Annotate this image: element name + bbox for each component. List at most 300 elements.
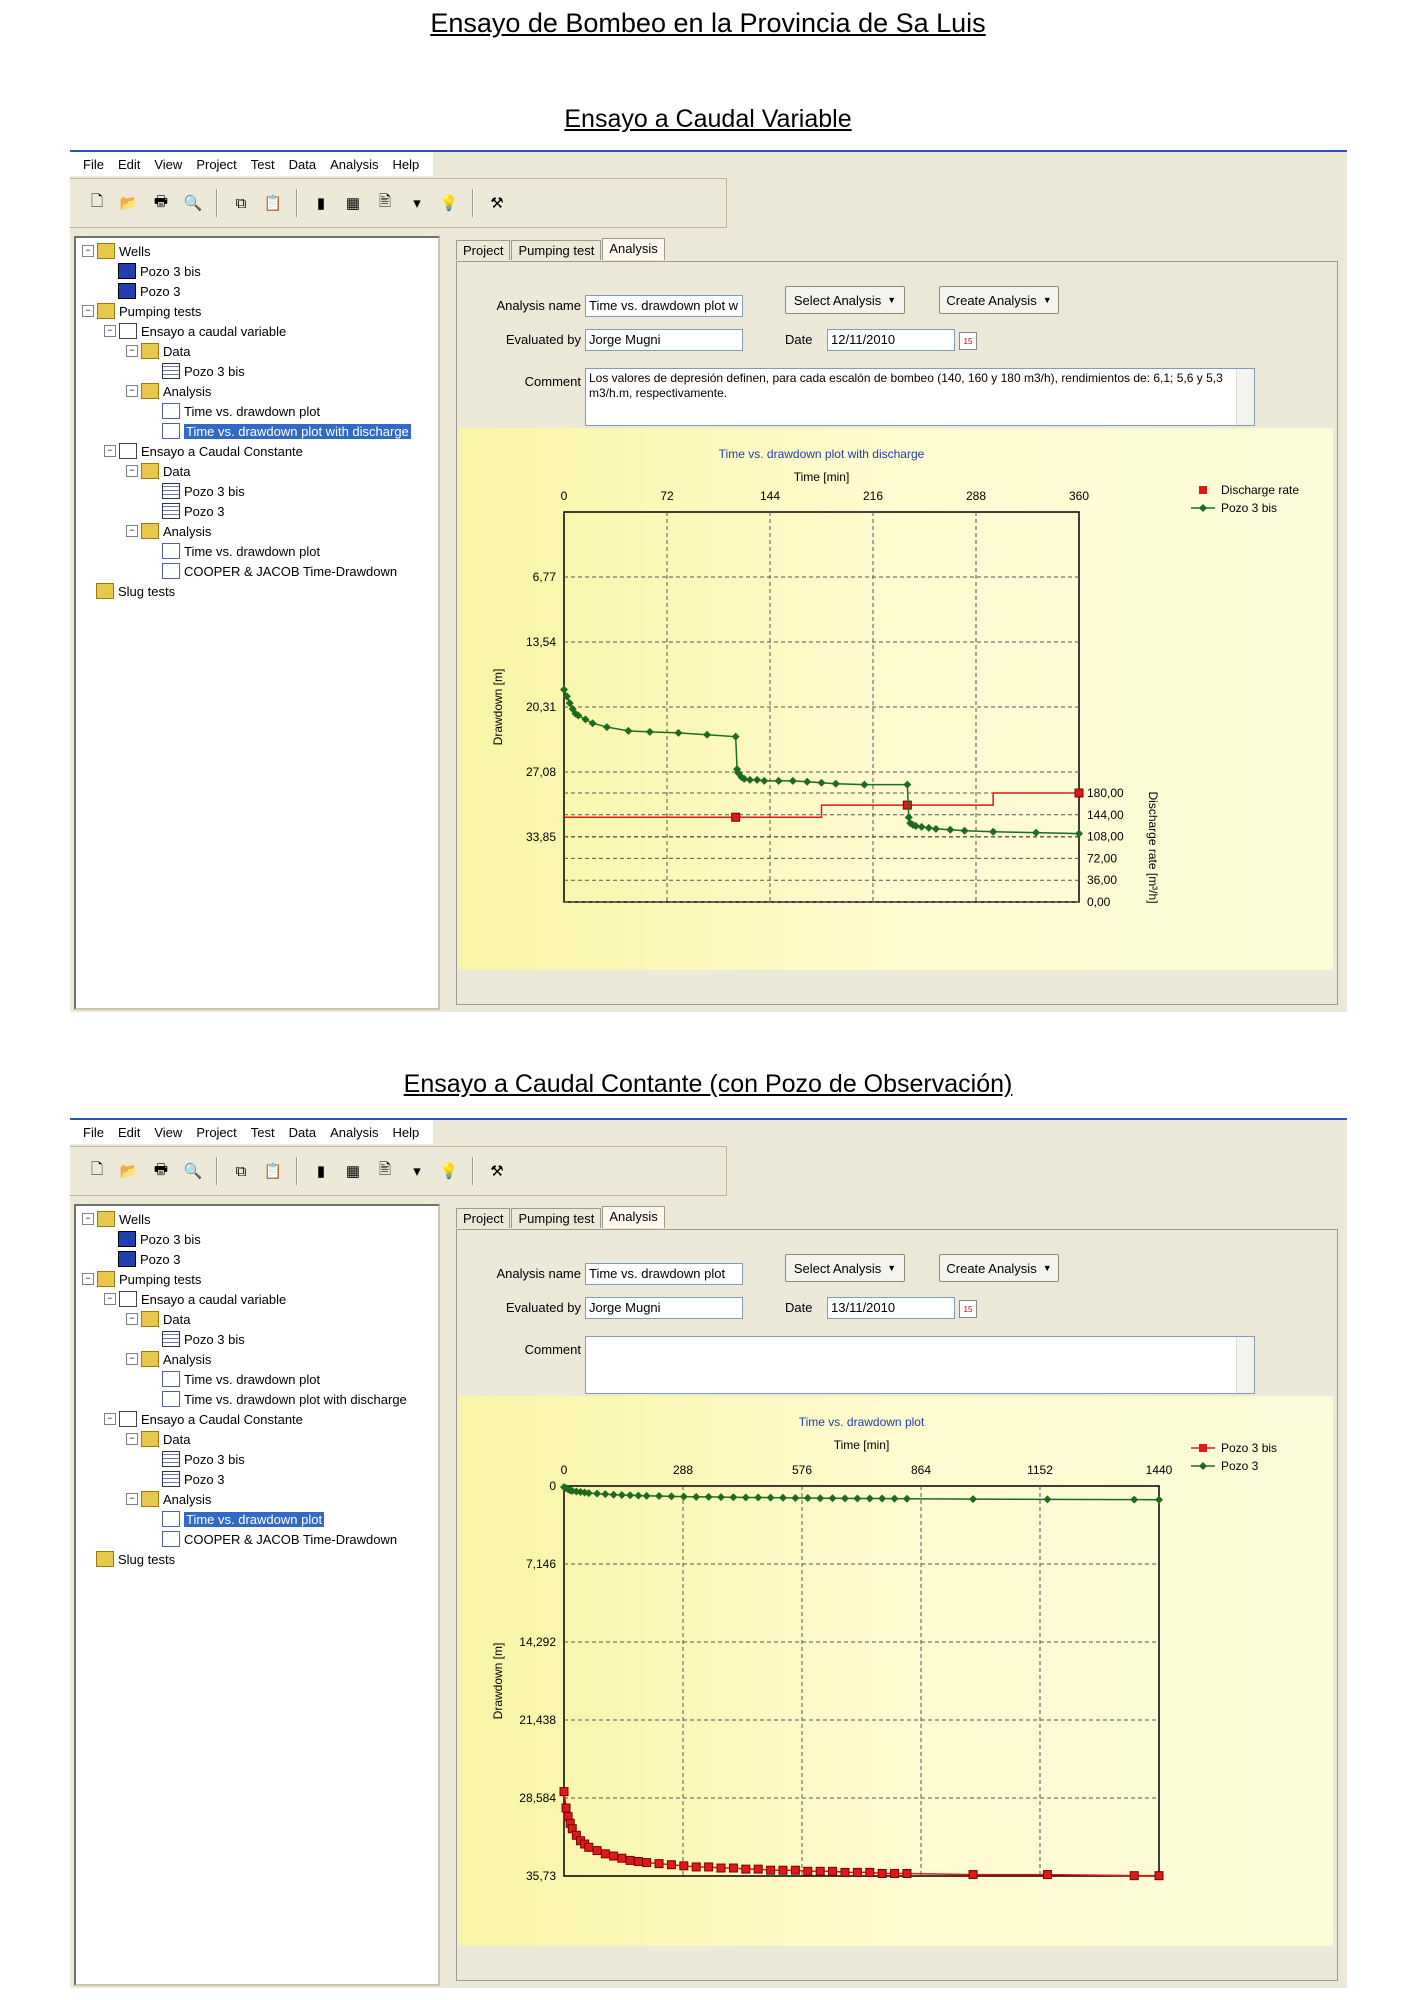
analysis-name-input[interactable]: Time vs. drawdown plot w [585, 295, 743, 317]
data-point [562, 1804, 570, 1812]
collapse-icon[interactable]: − [126, 345, 138, 357]
tree-item[interactable] [126, 1310, 190, 1328]
tree-item[interactable] [82, 1210, 151, 1228]
comment-textarea[interactable] [585, 368, 1255, 426]
discharge-rate-marker [1075, 789, 1083, 797]
collapse-icon[interactable]: − [82, 1213, 94, 1225]
tree-item[interactable] [148, 1330, 245, 1348]
app-window-variable [70, 150, 1347, 1012]
tree-item[interactable] [126, 462, 190, 480]
evaluated-by-label: Evaluated by [505, 332, 581, 347]
tree-item[interactable] [148, 1390, 407, 1408]
y-tick-label: 21,438 [519, 1713, 556, 1727]
tree-item[interactable] [148, 562, 397, 580]
comment-label: Comment [524, 1342, 581, 1357]
data-point [891, 1869, 899, 1877]
chevron-down-icon: ▼ [1042, 1263, 1052, 1273]
folder-icon [97, 303, 115, 319]
x-tick-label: 0 [560, 489, 568, 503]
toolbar [70, 1146, 727, 1196]
tree-label: Slug tests [118, 1551, 176, 1567]
legend-label: Pozo 3 bis [1221, 501, 1278, 515]
app-window-constant [70, 1118, 1347, 1988]
tree-label: Time vs. drawdown plot [186, 1511, 323, 1527]
data-point [767, 1494, 775, 1502]
data-point [969, 1495, 977, 1503]
data-point [789, 777, 797, 785]
calendar-icon[interactable]: 15 [959, 332, 977, 350]
data-point [626, 1856, 634, 1864]
tree-label: Pozo 3 [184, 503, 225, 519]
tree-item[interactable] [104, 1290, 286, 1308]
tree-item[interactable] [104, 1410, 303, 1428]
tree-item[interactable] [82, 582, 175, 600]
paste-icon[interactable]: 📋 [263, 1163, 283, 1180]
chart-svg [459, 1396, 1333, 1946]
tree-label: Analysis [163, 1351, 212, 1367]
discharge-rate-marker [732, 813, 740, 821]
select-analysis-label: Select Analysis [793, 1260, 882, 1276]
tree-label: COOPER & JACOB Time-Drawdown [184, 563, 398, 579]
collapse-icon[interactable]: − [126, 385, 138, 397]
tree-item[interactable] [148, 422, 411, 440]
plot-icon [162, 1391, 180, 1407]
tree-item[interactable] [104, 442, 303, 460]
data-icon[interactable]: ▦ [345, 195, 361, 212]
data-point [618, 1491, 626, 1499]
tool-icon[interactable]: ⚒ [490, 195, 504, 212]
folder-icon [141, 1431, 159, 1447]
data-point [729, 1493, 737, 1501]
x-tick-label: 216 [862, 489, 884, 503]
tree-label: Pozo 3 bis [140, 1231, 201, 1247]
create-analysis-label: Create Analysis [946, 292, 1037, 308]
comment-text: Los valores de depresión definen, para cada escalón de bombeo (140, 160 y 180 m3/h), rendimientos de: 6,1; 5,6 y 5,3 m3/h.m, respectivamente. [589, 371, 1223, 400]
table-icon [162, 1471, 180, 1487]
tree-label: Pumping tests [119, 303, 202, 319]
y-tick-label: 35,73 [525, 1869, 556, 1883]
chart-title: Time vs. drawdown plot [798, 1415, 925, 1429]
select-analysis-button[interactable] [785, 1254, 905, 1282]
tree-item[interactable] [148, 1530, 397, 1548]
x-axis-label: Time [min] [833, 1438, 890, 1452]
tree-item[interactable] [148, 542, 320, 560]
menu-item-edit[interactable]: Edit [117, 156, 141, 172]
menu-item-edit[interactable]: Edit [117, 1124, 141, 1140]
tree-item[interactable] [126, 1490, 211, 1508]
open-icon[interactable]: 📂 [119, 195, 139, 212]
data-point [791, 1494, 799, 1502]
x-axis-label: Time [min] [793, 470, 850, 484]
collapse-icon[interactable]: − [126, 1353, 138, 1365]
data-point [680, 1493, 688, 1501]
tree-label: COOPER & JACOB Time-Drawdown [184, 1531, 398, 1547]
menu-item-data[interactable]: Data [288, 156, 317, 172]
data-point [655, 1860, 663, 1868]
folder-icon [96, 583, 114, 599]
tree-label: Analysis [163, 523, 212, 539]
y-tick-label: 20,31 [525, 700, 556, 714]
data-point [593, 1490, 601, 1498]
toolbar-separator [216, 189, 218, 217]
folder-icon [97, 243, 115, 259]
date-input[interactable]: 13/11/2010 [827, 1297, 955, 1319]
data-point [760, 777, 768, 785]
report-icon[interactable]: 🖹 [378, 1160, 392, 1178]
well-icon [118, 1231, 136, 1247]
y-tick-label: 27,08 [525, 765, 556, 779]
data-point [775, 777, 783, 785]
collapse-icon[interactable]: − [82, 1273, 94, 1285]
table-icon [162, 503, 180, 519]
tree-label: Time vs. drawdown plot [184, 403, 321, 419]
tab-content [456, 261, 1338, 1005]
discharge-rate-marker [903, 801, 911, 809]
y2-tick-label: 0,00 [1087, 895, 1111, 909]
data-point [918, 823, 926, 831]
chevron-down-icon: ▼ [887, 1263, 897, 1273]
data-point [634, 1857, 642, 1865]
data-point [643, 1859, 651, 1867]
data-point [655, 1492, 663, 1500]
tree-label: Pozo 3 bis [140, 263, 201, 279]
table-icon [162, 1451, 180, 1467]
y-tick-label: 7,146 [525, 1557, 556, 1571]
x-tick-label: 288 [672, 1463, 694, 1477]
x-tick-label: 0 [560, 1463, 568, 1477]
tree-label: Pozo 3 bis [184, 363, 245, 379]
tree-item[interactable] [104, 262, 201, 280]
data-point [878, 1869, 886, 1877]
toolbar-separator [216, 1157, 218, 1185]
date-input[interactable]: 12/11/2010 [827, 329, 955, 351]
well-icon [118, 263, 136, 279]
y-tick-label: 28,584 [519, 1791, 556, 1805]
data-point [1043, 1871, 1051, 1879]
date-label: Date [785, 1300, 813, 1315]
series-line [564, 1792, 1159, 1876]
tree-label: Ensayo a caudal variable [141, 323, 287, 339]
tab-pumping-test[interactable]: Pumping test [511, 240, 601, 260]
tab-pumping-test[interactable]: Pumping test [511, 1208, 601, 1228]
tree-item[interactable] [126, 382, 211, 400]
tree-label: Analysis [163, 1491, 212, 1507]
data-point [692, 1493, 700, 1501]
tree-item[interactable] [82, 1550, 175, 1568]
data-point [1130, 1872, 1138, 1880]
x-tick-label: 864 [910, 1463, 932, 1477]
collapse-icon[interactable]: − [82, 245, 94, 257]
tree-label: Ensayo a Caudal Constante [141, 443, 303, 459]
y-axis-label: Drawdown [m] [491, 1642, 505, 1720]
tree-item[interactable] [148, 1510, 324, 1528]
analysis-panel [456, 1204, 1342, 1982]
tree-item[interactable] [82, 302, 201, 320]
tab-project[interactable]: Project [456, 240, 510, 260]
tree-label: Wells [119, 1211, 151, 1227]
data-point [779, 1866, 787, 1874]
folder-icon [141, 523, 159, 539]
collapse-icon[interactable]: − [126, 1433, 138, 1445]
x-tick-label: 288 [965, 489, 987, 503]
tree-item[interactable] [126, 522, 211, 540]
data-point [866, 1868, 874, 1876]
data-point [946, 826, 954, 834]
menu-bar-filler [433, 152, 1347, 176]
data-point [969, 1871, 977, 1879]
menu-item-file[interactable]: File [83, 156, 104, 172]
data-point [618, 1854, 626, 1862]
data-point [754, 1493, 762, 1501]
folder-icon [141, 343, 159, 359]
tree-label: Pozo 3 [140, 283, 181, 299]
tree-label: Data [163, 1311, 191, 1327]
collapse-icon[interactable]: − [104, 1413, 116, 1425]
data-point [1155, 1496, 1163, 1504]
tree-item[interactable] [148, 482, 245, 500]
new-icon[interactable]: 🗋 [90, 1160, 104, 1178]
tab-analysis[interactable]: Analysis [602, 1206, 664, 1228]
comment-textarea[interactable] [585, 1336, 1255, 1394]
menu-item-view[interactable]: View [154, 1124, 183, 1140]
tree-label: Pozo 3 [140, 1251, 181, 1267]
data-point [560, 1788, 568, 1796]
collapse-icon[interactable]: − [82, 305, 94, 317]
tree-item[interactable] [126, 342, 190, 360]
create-analysis-label: Create Analysis [946, 1260, 1037, 1276]
report-icon[interactable]: 🖹 [378, 192, 392, 210]
data-point [705, 1493, 713, 1501]
analysis-panel [456, 236, 1342, 1006]
tree-item[interactable] [82, 1270, 201, 1288]
print-icon[interactable]: 🖶 [153, 1160, 169, 1178]
tab-content [456, 1229, 1338, 1981]
data-point [703, 731, 711, 739]
plot-icon [162, 563, 180, 579]
collapse-icon[interactable]: − [126, 465, 138, 477]
chart-title: Time vs. drawdown plot with discharge [718, 447, 925, 461]
data-point [853, 1868, 861, 1876]
well-icon [118, 1251, 136, 1267]
tool-icon[interactable]: ⚒ [490, 1163, 504, 1180]
tree-item[interactable] [104, 322, 286, 340]
chevron-down-icon: ▼ [1042, 295, 1052, 305]
folder-icon [97, 1211, 115, 1227]
menu-item-analysis[interactable]: Analysis [330, 156, 379, 172]
menu-item-help[interactable]: Help [392, 1124, 420, 1140]
plot-frame [564, 1486, 1159, 1876]
calendar-icon[interactable]: 15 [959, 1300, 977, 1318]
data-point [742, 1493, 750, 1501]
toolbar-separator [296, 189, 298, 217]
data-point [634, 1492, 642, 1500]
tree-item[interactable] [148, 1470, 224, 1488]
dropdown-icon[interactable]: ▾ [413, 195, 421, 212]
y-tick-label: 6,77 [532, 570, 556, 584]
data-point [803, 778, 811, 786]
well-icon[interactable]: ▮ [316, 195, 326, 212]
evaluated-by-input[interactable]: Jorge Mugni [585, 1297, 743, 1319]
folder-icon [141, 1491, 159, 1507]
data-point [601, 1490, 609, 1498]
tree-item[interactable] [104, 1230, 201, 1248]
data-point [816, 1494, 824, 1502]
chart-svg [459, 428, 1333, 970]
toolbar-separator [296, 1157, 298, 1185]
menu-item-view[interactable]: View [154, 156, 183, 172]
tree-label: Pozo 3 bis [184, 1451, 245, 1467]
tree-item[interactable] [148, 1370, 320, 1388]
print-preview-icon[interactable]: 🔍 [183, 195, 203, 212]
legend-label: Pozo 3 bis [1221, 1441, 1278, 1455]
tree-item[interactable] [148, 502, 224, 520]
data-point [891, 1495, 899, 1503]
tree-label: Pozo 3 [184, 1471, 225, 1487]
document-icon [119, 1411, 137, 1427]
data-point [603, 723, 611, 731]
data-point [717, 1864, 725, 1872]
select-analysis-label: Select Analysis [793, 292, 882, 308]
tip-icon[interactable]: 💡 [439, 195, 459, 212]
document-title: Ensayo de Bombeo en la Provincia de Sa Luis [430, 8, 986, 38]
y-tick-label: 33,85 [525, 830, 556, 844]
discharge-rate-line [564, 793, 1079, 817]
tree-label: Analysis [163, 383, 212, 399]
evaluated-by-label: Evaluated by [505, 1300, 581, 1315]
data-icon[interactable]: ▦ [345, 1163, 361, 1180]
analysis-name-label: Analysis name [496, 298, 581, 313]
paste-icon[interactable]: 📋 [263, 195, 283, 212]
menu-item-help[interactable]: Help [392, 156, 420, 172]
tree-label: Data [163, 463, 191, 479]
plot-icon [162, 1531, 180, 1547]
data-point [680, 1862, 688, 1870]
copy-icon[interactable]: ⧉ [235, 194, 247, 212]
collapse-icon[interactable]: − [104, 1293, 116, 1305]
tree-item[interactable] [104, 282, 180, 300]
y2-tick-label: 180,00 [1087, 786, 1124, 800]
y2-tick-label: 144,00 [1087, 807, 1124, 822]
comment-scrollbar[interactable] [1236, 1337, 1254, 1393]
collapse-icon[interactable]: − [126, 1493, 138, 1505]
data-point [692, 1863, 700, 1871]
evaluated-by-input[interactable]: Jorge Mugni [585, 329, 743, 351]
section-title-variable: Ensayo a Caudal Variable [564, 105, 852, 133]
menu-item-file[interactable]: File [83, 1124, 104, 1140]
menu-item-analysis[interactable]: Analysis [330, 1124, 379, 1140]
tree-item[interactable] [104, 1250, 180, 1268]
menu-item-test[interactable]: Test [250, 1124, 275, 1140]
data-point [779, 1494, 787, 1502]
plot-area [459, 1396, 1333, 1946]
print-preview-icon[interactable]: 🔍 [183, 1163, 203, 1180]
chevron-down-icon: ▼ [887, 295, 897, 305]
data-point [804, 1494, 812, 1502]
data-point [791, 1866, 799, 1874]
comment-scrollbar[interactable] [1236, 369, 1254, 425]
tree-label: Time vs. drawdown plot [184, 1371, 321, 1387]
tree-item[interactable] [126, 1350, 211, 1368]
y-tick-label: 14,292 [519, 1635, 556, 1649]
menu-item-project[interactable]: Project [196, 156, 237, 172]
data-point [674, 729, 682, 737]
tree-label: Data [163, 343, 191, 359]
tab-project[interactable]: Project [456, 1208, 510, 1228]
well-icon [118, 283, 136, 299]
open-icon[interactable]: 📂 [119, 1163, 139, 1180]
data-point [705, 1863, 713, 1871]
legend-marker [1199, 1444, 1207, 1452]
data-point [646, 728, 654, 736]
data-point [829, 1867, 837, 1875]
data-point [961, 827, 969, 835]
table-icon [162, 1331, 180, 1347]
tree-item[interactable] [148, 402, 320, 420]
data-point [729, 1864, 737, 1872]
date-label: Date [785, 332, 813, 347]
new-icon[interactable]: 🗋 [90, 192, 104, 210]
menu-item-data[interactable]: Data [288, 1124, 317, 1140]
data-point [746, 776, 754, 784]
plot-icon [162, 1511, 180, 1527]
tree-label: Time vs. drawdown plot with discharge [184, 1391, 407, 1407]
legend-marker [1199, 486, 1207, 494]
y-tick-label: 0 [549, 1479, 556, 1493]
collapse-icon[interactable]: − [126, 525, 138, 537]
data-point [717, 1493, 725, 1501]
y2-axis-label: Discharge rate [m³/h] [1146, 791, 1160, 904]
print-icon[interactable]: 🖶 [153, 192, 169, 210]
folder-icon [141, 1351, 159, 1367]
select-analysis-button[interactable] [785, 286, 905, 314]
x-tick-label: 360 [1068, 489, 1090, 503]
data-point [1043, 1495, 1051, 1503]
menu-item-test[interactable]: Test [250, 156, 275, 172]
copy-icon[interactable]: ⧉ [235, 1162, 247, 1180]
tree-item[interactable] [148, 1450, 245, 1468]
folder-icon [96, 1551, 114, 1567]
tree-item[interactable] [148, 362, 245, 380]
well-icon[interactable]: ▮ [316, 1163, 326, 1180]
tab-analysis[interactable]: Analysis [602, 238, 664, 260]
tree-item[interactable] [126, 1430, 190, 1448]
project-tree [74, 236, 440, 1010]
create-analysis-button[interactable] [939, 286, 1059, 314]
collapse-icon[interactable]: − [104, 325, 116, 337]
dropdown-icon[interactable]: ▾ [413, 1163, 421, 1180]
tree-label: Pozo 3 bis [184, 1331, 245, 1347]
tree-label: Data [163, 1431, 191, 1447]
legend-label: Discharge rate [1221, 483, 1300, 497]
collapse-icon[interactable]: − [126, 1313, 138, 1325]
folder-icon [141, 1311, 159, 1327]
data-point [589, 719, 597, 727]
collapse-icon[interactable]: − [104, 445, 116, 457]
data-point [667, 1861, 675, 1869]
data-point [1155, 1872, 1163, 1880]
plot-icon [162, 543, 180, 559]
tree-item[interactable] [82, 242, 151, 260]
project-tree [74, 1204, 440, 1986]
menu-item-project[interactable]: Project [196, 1124, 237, 1140]
tip-icon[interactable]: 💡 [439, 1163, 459, 1180]
data-point [1130, 1496, 1138, 1504]
folder-icon [97, 1271, 115, 1287]
create-analysis-button[interactable] [939, 1254, 1059, 1282]
folder-icon [141, 463, 159, 479]
analysis-name-input[interactable]: Time vs. drawdown plot [585, 1263, 743, 1285]
tree-label: Time vs. drawdown plot with discharge [186, 423, 409, 439]
